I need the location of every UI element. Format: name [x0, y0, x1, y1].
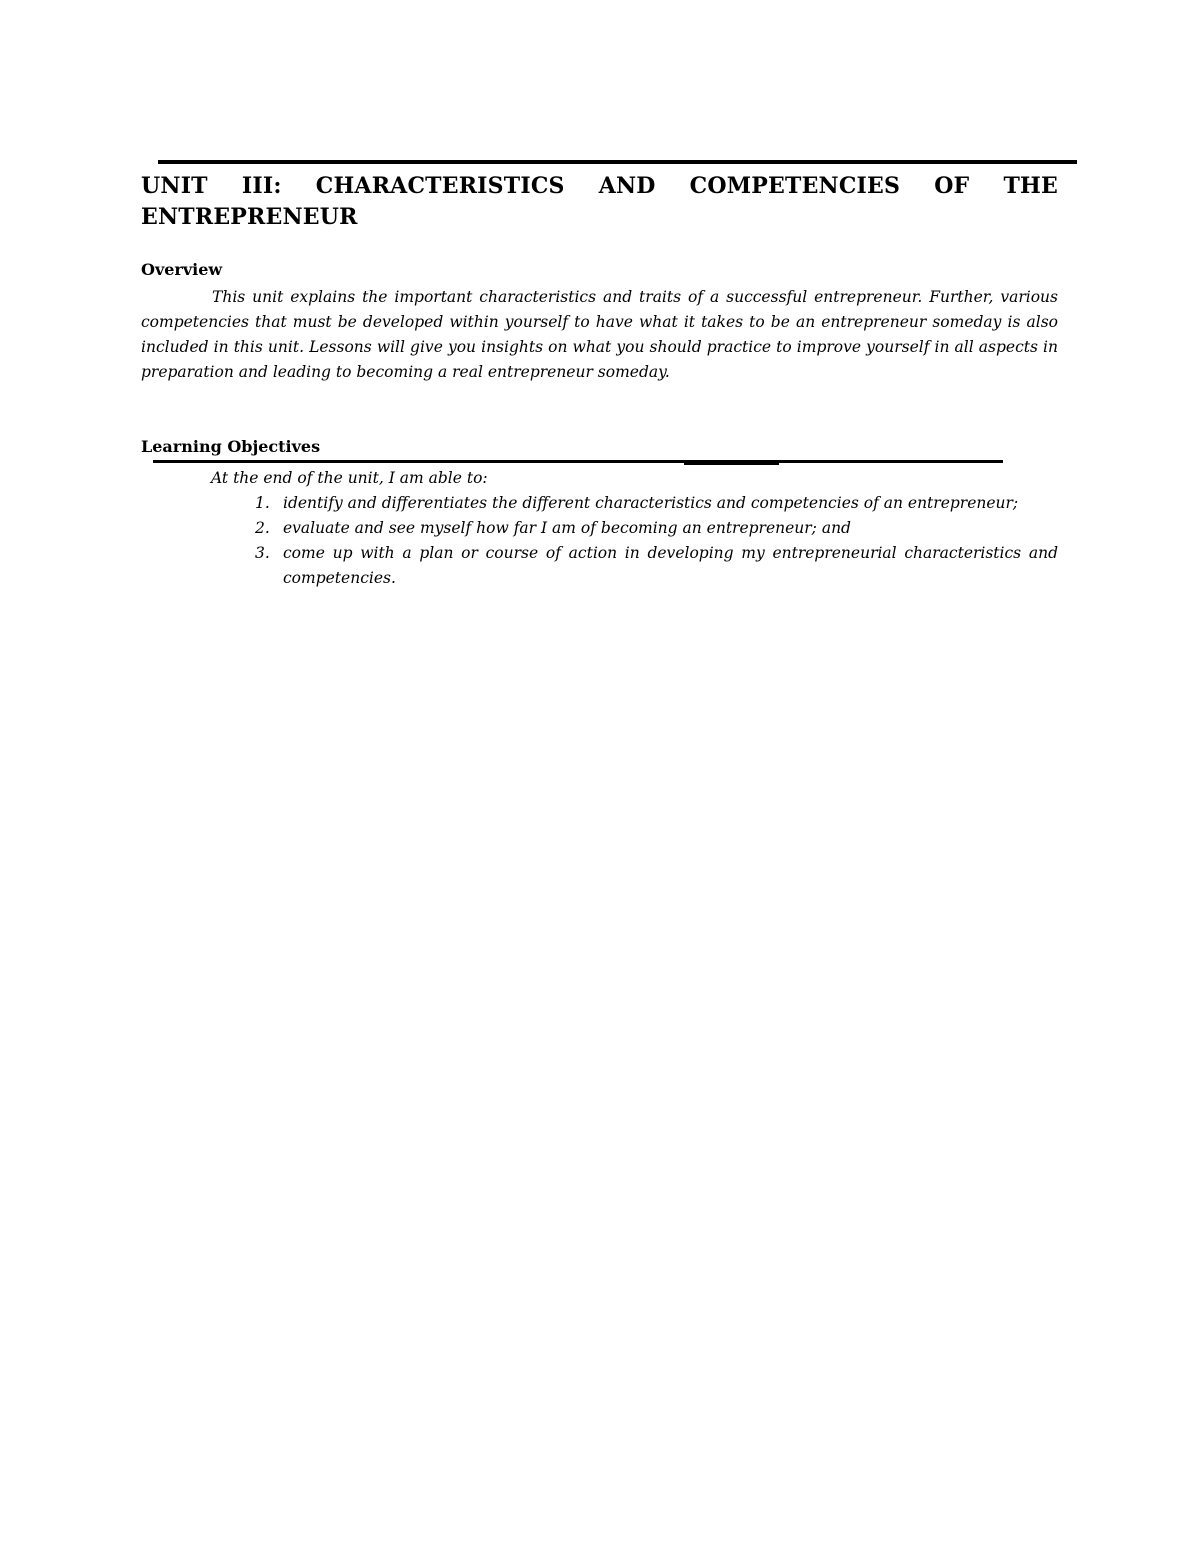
objective-number: 3.: [255, 544, 270, 562]
objective-text: evaluate and see myself how far I am of becoming an entrepreneur; and: [283, 519, 851, 537]
objectives-rule-accent: [684, 463, 779, 465]
objective-item: [248, 491, 1058, 516]
objectives-list: [248, 491, 1058, 591]
objectives-intro: At the end of the unit, I am able to:: [211, 469, 488, 487]
objective-text: identify and differentiates the different characteristics and competencies of an entrepreneur;: [283, 494, 1019, 512]
unit-title: UNIT III: CHARACTERISTICS AND COMPETENCIES OF THE ENTREPRENEUR: [141, 173, 1058, 230]
objective-number: 2.: [255, 519, 270, 537]
objective-item: [248, 541, 1058, 591]
objectives-rule: [153, 460, 1003, 463]
objective-item: [248, 516, 1058, 541]
objective-text: come up with a plan or course of action in developing my entrepreneurial characteristics and competencies.: [283, 544, 1058, 587]
overview-paragraph: This unit explains the important characteristics and traits of a successful entrepreneur. Further, various competencies that must be developed within yourself to have what it takes to be an entrepreneur someday is also included in this unit. Lessons will give you insights on what you should practice to improve yourself in all aspects in preparation and leading to becoming a real entrepreneur someday.: [141, 288, 1058, 381]
objective-number: 1.: [255, 494, 270, 512]
title-top-rule: [158, 160, 1077, 164]
overview-heading: Overview: [141, 260, 223, 279]
learning-objectives-heading: Learning Objectives: [141, 437, 321, 456]
